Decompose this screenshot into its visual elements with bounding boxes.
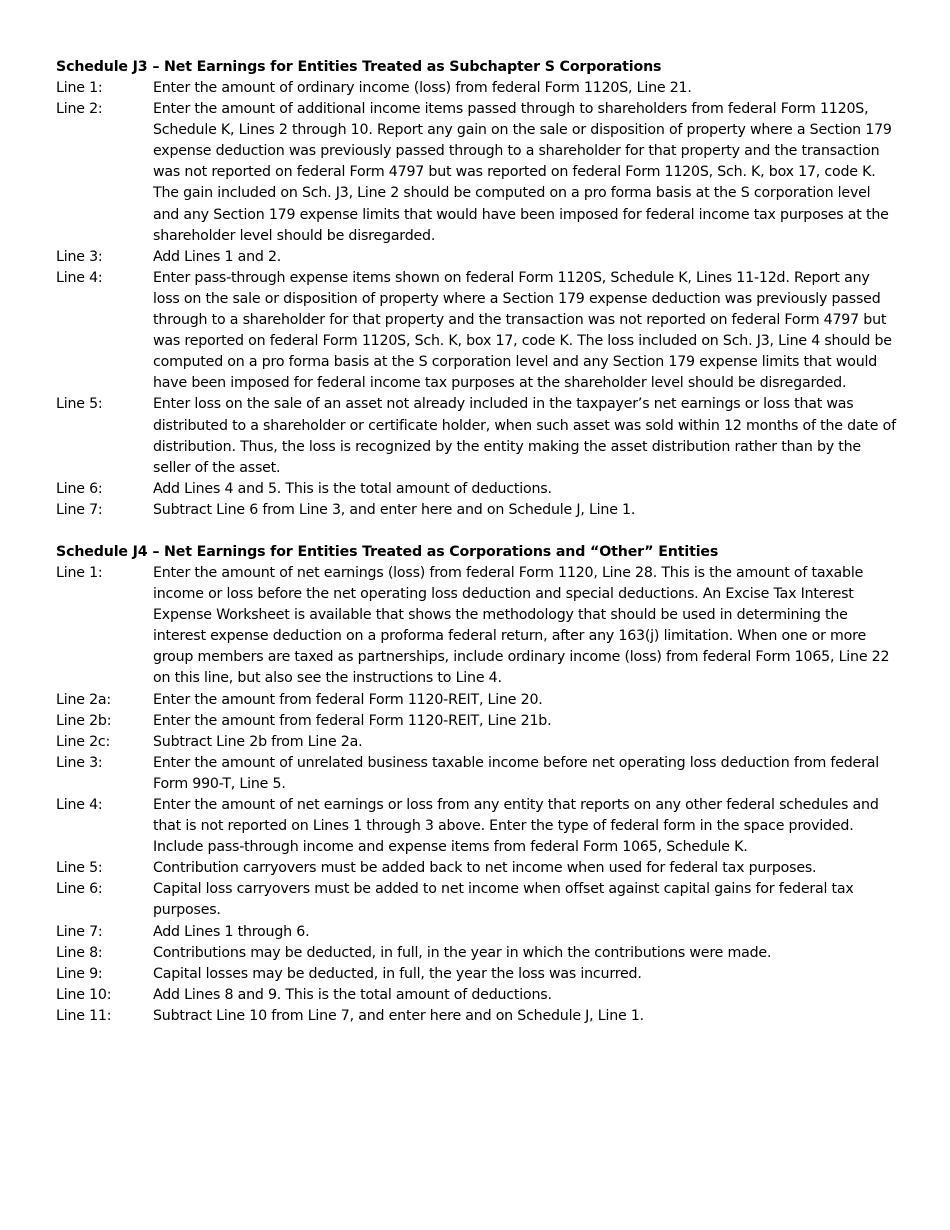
- line-label: Line 7:: [56, 501, 103, 518]
- line-text: Capital losses may be deducted, in full, the year the loss was incurred.: [153, 965, 642, 982]
- line-text: Enter the amount from federal Form 1120-REIT, Line 21b.: [153, 712, 552, 729]
- line-label: Line 1:: [56, 564, 103, 581]
- line-text: Enter pass-through expense items shown on federal Form 1120S, Schedule K, Lines 11-12d. Report any loss on the sale or disposition of property where a Section 179 expense deduction was previously passed through to a shareholder for that property and the transaction was not reported on federal Form 4797 but was reported on federal Form 1120S, Sch. K, box 17, code K. The loss included on Sch. J3, Line 4 should be computed on a pro forma basis at the S corporation level and any Section 179 expense limits that would have been imposed for federal income tax purposes at the shareholder level should be disregarded.: [153, 269, 892, 392]
- line-label: Line 7:: [56, 923, 103, 940]
- schedule-j4-title: Schedule J4 – Net Earnings for Entities Treated as Corporations and “Other” Entities: [56, 543, 719, 560]
- line-label: Line 3:: [56, 754, 103, 771]
- line-label: Line 3:: [56, 248, 103, 265]
- j4-line-10: [56, 985, 896, 1006]
- j4-line-8: [56, 943, 896, 964]
- line-label: Line 1:: [56, 80, 103, 96]
- line-text: Add Lines 1 and 2.: [153, 248, 282, 265]
- j4-line-2c: [56, 732, 896, 753]
- schedule-j4-section: [56, 542, 896, 1027]
- j3-line-5: [56, 394, 896, 478]
- j4-line-11: [56, 1006, 896, 1027]
- j4-line-4: [56, 795, 896, 858]
- j3-line-1: [56, 78, 896, 99]
- line-text: Enter the amount of unrelated business taxable income before net operating loss deduction from federal Form 990-T, Line 5.: [153, 754, 879, 792]
- line-label: Line 2b:: [56, 712, 112, 729]
- j4-line-6: [56, 879, 896, 921]
- line-text: Enter the amount of additional income items passed through to shareholders from federal Form 1120S, Schedule K, Lines 2 through 10. Report any gain on the sale or disposition of property where a Section 179 expense deduction was previously passed through to a shareholder for that property and the transaction was not reported on federal Form 4797 but was reported on federal Form 1120S, Sch. K, box 17, code K. The gain included on Sch. J3, Line 2 should be computed on a pro forma basis at the S corporation level and any Section 179 expense limits that would have been imposed for federal income tax purposes at the shareholder level should be disregarded.: [153, 101, 892, 244]
- j3-line-7: [56, 500, 896, 521]
- line-text: Contributions may be deducted, in full, in the year in which the contributions were made.: [153, 944, 772, 961]
- line-text: Enter the amount from federal Form 1120-REIT, Line 20.: [153, 691, 543, 708]
- j4-line-1: [56, 563, 896, 690]
- j3-line-3: [56, 247, 896, 268]
- line-label: Line 4:: [56, 797, 103, 813]
- line-label: Line 4:: [56, 269, 103, 286]
- line-text: Subtract Line 2b from Line 2a.: [153, 733, 363, 750]
- j3-line-2: [56, 99, 896, 247]
- schedule-j3-title: Schedule J3 – Net Earnings for Entities Treated as Subchapter S Corporations: [56, 59, 662, 75]
- line-text: Add Lines 8 and 9. This is the total amount of deductions.: [153, 986, 552, 1003]
- j4-line-2b: [56, 711, 896, 732]
- j4-line-9: [56, 964, 896, 985]
- line-label: Line 2a:: [56, 691, 111, 708]
- j4-line-5: [56, 858, 896, 879]
- line-text: Subtract Line 10 from Line 7, and enter here and on Schedule J, Line 1.: [153, 1007, 644, 1024]
- line-text: Add Lines 1 through 6.: [153, 923, 310, 940]
- line-label: Line 2:: [56, 101, 103, 118]
- line-text: Add Lines 4 and 5. This is the total amount of deductions.: [153, 480, 552, 497]
- line-text: Capital loss carryovers must be added to net income when offset against capital gains for federal tax purposes.: [153, 881, 854, 919]
- schedule-j3-section: [56, 57, 896, 521]
- line-label: Line 5:: [56, 396, 103, 413]
- line-text: Enter the amount of net earnings or loss from any entity that reports on any other federal schedules and that is not reported on Lines 1 through 3 above. Enter the type of federal form in the space provided. Include pass-through income and expense items from federal Form 1065, Schedule K.: [153, 797, 879, 856]
- line-label: Line 2c:: [56, 733, 111, 750]
- line-text: Enter the amount of ordinary income (loss) from federal Form 1120S, Line 21.: [153, 80, 692, 96]
- document-page: [56, 57, 896, 1027]
- line-text: Contribution carryovers must be added back to net income when used for federal tax purposes.: [153, 860, 817, 877]
- line-label: Line 11:: [56, 1007, 112, 1024]
- line-text: Enter loss on the sale of an asset not already included in the taxpayer’s net earnings or loss that was distributed to a shareholder or certificate holder, when such asset was sold within 12 months of the date of distribution. Thus, the loss is recognized by the entity making the asset distribution rather than by the seller of the asset.: [153, 396, 896, 476]
- line-label: Line 10:: [56, 986, 112, 1003]
- j4-line-3: [56, 753, 896, 795]
- line-label: Line 6:: [56, 480, 103, 497]
- line-label: Line 6:: [56, 881, 103, 898]
- line-label: Line 9:: [56, 965, 103, 982]
- j3-line-4: [56, 268, 896, 395]
- line-label: Line 5:: [56, 860, 103, 877]
- j3-line-6: [56, 479, 896, 500]
- j4-line-7: [56, 922, 896, 943]
- line-text: Subtract Line 6 from Line 3, and enter here and on Schedule J, Line 1.: [153, 501, 636, 518]
- line-text: Enter the amount of net earnings (loss) from federal Form 1120, Line 28. This is the amount of taxable income or loss before the net operating loss deduction and special deductions. An Excise Tax Interest Expense Worksheet is available that shows the methodology that should be used in determining the interest expense deduction on a proforma federal return, after any 163(j) limitation. When one or more group members are taxed as partnerships, include ordinary income (loss) from federal Form 1065, Line 22 on this line, but also see the instructions to Line 4.: [153, 564, 890, 687]
- line-label: Line 8:: [56, 944, 103, 961]
- j4-line-2a: [56, 690, 896, 711]
